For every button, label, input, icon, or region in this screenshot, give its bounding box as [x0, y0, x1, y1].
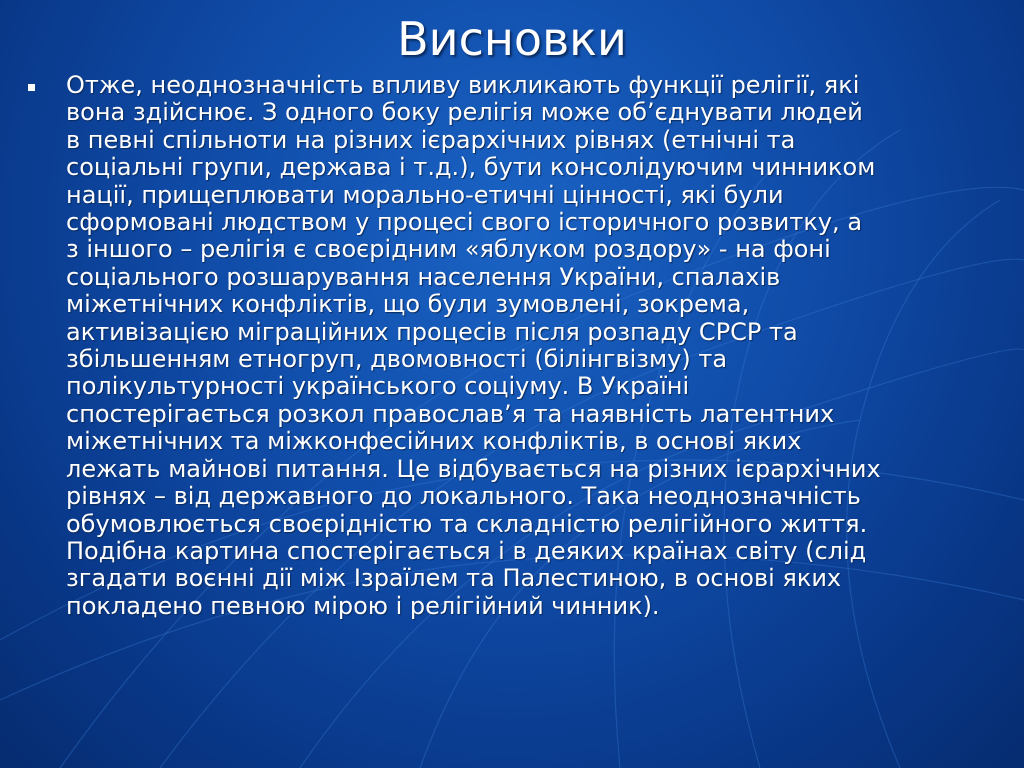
slide-title: Висновки — [397, 12, 627, 66]
bullet-item — [22, 72, 1012, 620]
square-bullet-icon — [28, 84, 35, 91]
bullet-text: Отже, неоднозначність впливу викликають функції релігії, які вона здійснює. З одного боку релігія може об’єднувати людей в певні спільноти на різних ієрархічних рівнях (етнічні та соціальні групи, держава і т.д.), бути консолідуючим чинником нації, прищеплювати морально-етичні цінності, які були сформовані людством у процесі свого історичного розвитку, а з іншого – релігія є своєрідним «яблуком роздору» - на фоні соціального розшарування населення України, спалахів міжетнічних конфліктів, що були зумовлені, зокрема, активізацією міграційних процесів після розпаду СРСР та збільшенням етногруп, двомовності (білінгвізму) та полікультурності українського соціуму. В Україні спостерігається розкол православ’я та наявність латентних міжетнічних та міжконфесійних конфліктів, в основі яких лежать майнові питання. Це відбувається на різних ієрархічних рівнях – від державного до локального. Така неоднозначність обумовлюється своєрідністю та складністю релігійного життя. Подібна картина спостерігається і в деяких країнах світу (слід згадати воєнні дії між Ізраїлем та Палестиною, в основі яких покладено певною мірою і релігійний чинник). — [66, 71, 881, 620]
bullet-list — [22, 72, 1012, 620]
